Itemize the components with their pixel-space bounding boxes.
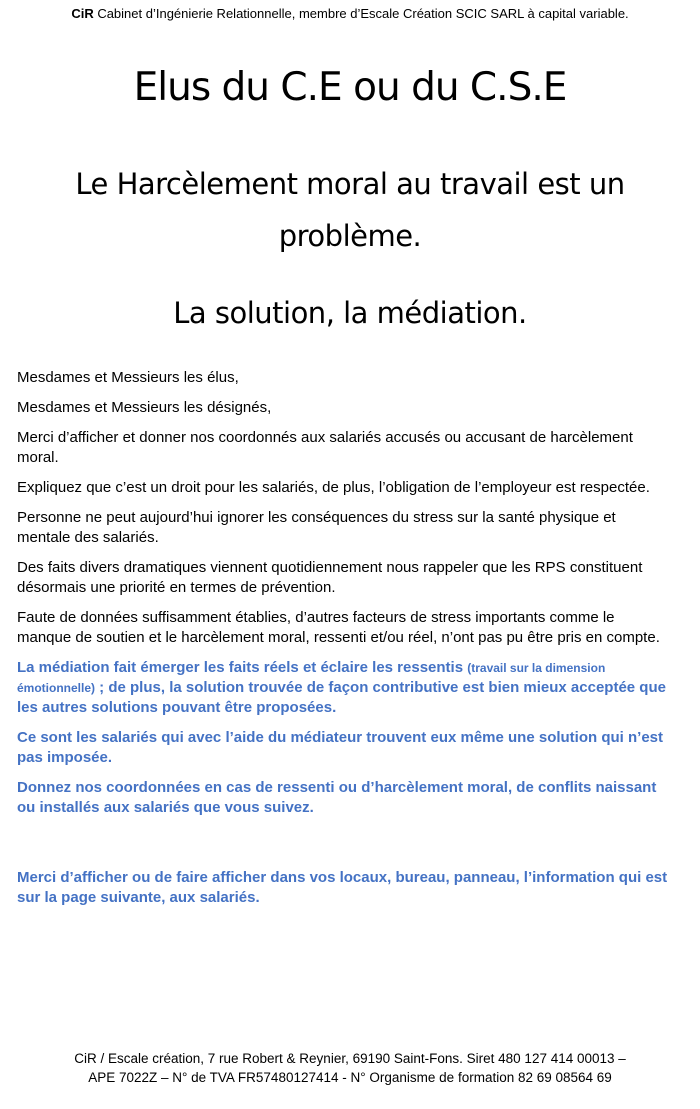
header-brand: CiR bbox=[71, 6, 94, 21]
footer-registration-line: APE 7022Z – N° de TVA FR57480127414 - N° Organisme de formation 82 69 08564 69 bbox=[88, 1070, 612, 1085]
paragraph-salaries-solution: Ce sont les salariés qui avec l’aide du médiateur trouvent eux même une solution qui n’est pas imposée. bbox=[17, 729, 664, 766]
spacer bbox=[17, 828, 669, 868]
solution-heading: La solution, la médiation. bbox=[173, 296, 527, 330]
page-subtitle: Le Harcèlement moral au travail est un problème. bbox=[75, 167, 625, 253]
paragraph-faits-divers: Des faits divers dramatiques viennent quotidiennement nous rappeler que les RPS constituent désormais une priorité en termes de prévention. bbox=[17, 559, 643, 596]
paragraph-droit-salaries: Expliquez que c’est un droit pour les salariés, de plus, l’obligation de l’employeur est respectée. bbox=[17, 479, 650, 496]
paragraph-afficher-info: Merci d’afficher ou de faire afficher dans vos locaux, bureau, panneau, l’information qui est sur la page suivante, aux salariés. bbox=[17, 869, 668, 906]
paragraph-donnez-coordonnees: Donnez nos coordonnées en cas de ressenti ou d’harcèlement moral, de conflits naissant ou installés aux salariés que vous suivez. bbox=[17, 779, 657, 816]
paragraph-afficher-coordonnees: Merci d’afficher et donner nos coordonnés aux salariés accusés ou accusant de harcèlement moral. bbox=[17, 429, 633, 466]
mediation-text-a: La médiation fait émerger les faits réels et éclaire les ressentis bbox=[17, 659, 468, 676]
mediation-text-small: (travail sur la dimension émotionnelle) bbox=[17, 661, 606, 695]
paragraph-consequences-stress: Personne ne peut aujourd’hui ignorer les conséquences du stress sur la santé physique et mentale des salariés. bbox=[17, 509, 616, 546]
paragraph-facteurs-stress: Faute de données suffisamment établies, d’autres facteurs de stress importants comme le manque de soutien et le harcèlement moral, ressenti et/ou réel, n’ont pas pu être pris en compte. bbox=[17, 609, 660, 646]
footer bbox=[0, 1049, 700, 1087]
paragraph-mediation bbox=[17, 658, 669, 718]
salutation-elus: Mesdames et Messieurs les élus, bbox=[17, 369, 239, 386]
page-title: Elus du C.E ou du C.S.E bbox=[133, 65, 567, 110]
header-line bbox=[0, 6, 700, 22]
salutation-designes: Mesdames et Messieurs les désignés, bbox=[17, 399, 272, 416]
header-text: Cabinet d’Ingénierie Relationnelle, membre d’Escale Création SCIC SARL à capital variable. bbox=[93, 6, 629, 21]
footer-address-line: CiR / Escale création, 7 rue Robert & Reynier, 69190 Saint-Fons. Siret 480 127 414 00013 – bbox=[74, 1051, 626, 1066]
letter-body bbox=[17, 368, 669, 918]
mediation-text-b: ; de plus, la solution trouvée de façon contributive est bien mieux acceptée que les autres solutions pouvant être proposées. bbox=[17, 679, 666, 716]
